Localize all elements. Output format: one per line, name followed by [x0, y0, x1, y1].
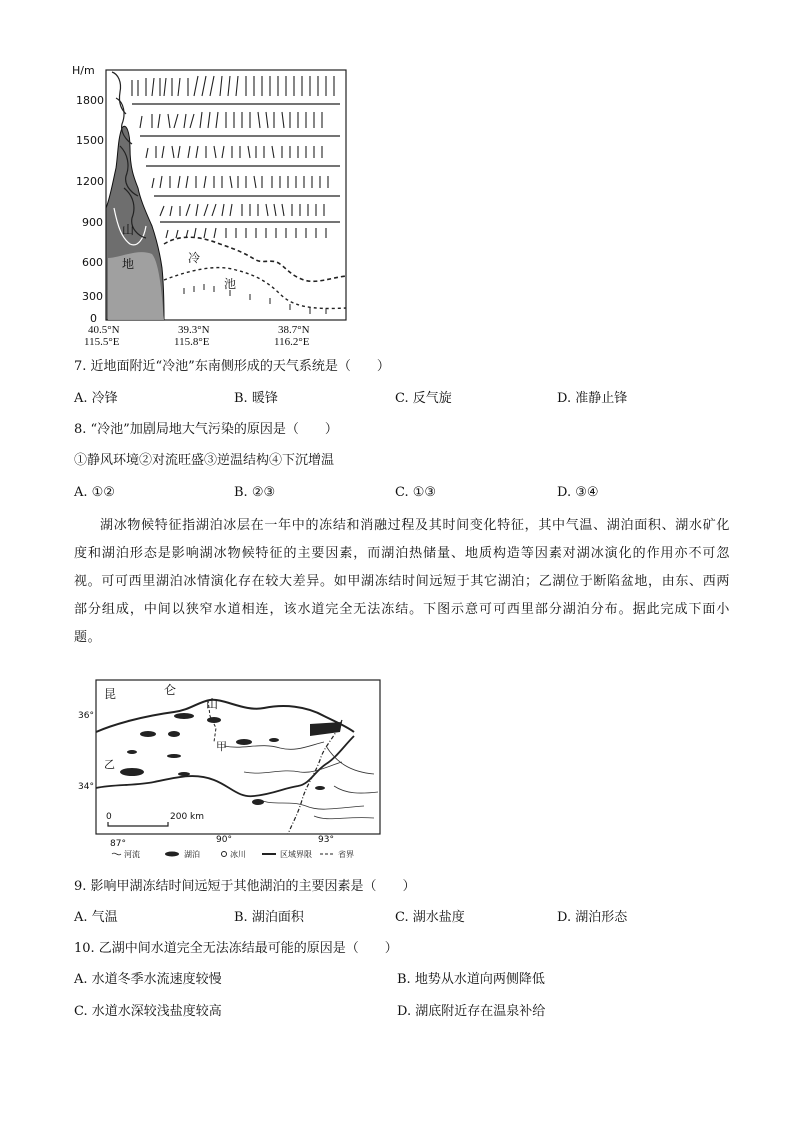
- y-axis-title: H/m: [72, 64, 95, 77]
- lake-map: [74, 676, 384, 862]
- map-legend: [112, 849, 354, 859]
- x-tick-lon: 115.8°E: [174, 336, 210, 348]
- y-tick: 600: [82, 256, 103, 269]
- mountain-char: 仑: [164, 683, 177, 697]
- cold-pool-label: 冷: [188, 251, 201, 265]
- reading-passage: 湖冰物候特征指湖泊冰层在一年中的冻结和消融过程及其时间变化特征，其中气温、湖泊面积、湖水矿化度和湖泊形态是影响湖冰物候特征的主要因素，而湖泊热储量、地质构造等因素对湖冰演化的作用亦不可忽视。可可西里湖泊冰情演化存在较大差异。如甲湖冻结时间远短于其它湖泊；乙湖位于断陷盆地，由东、西两部分组成，中间以狭窄水道相连，该水道完全无法冻结。下图示意可可西里部分湖泊分布。据此完成下面小题。: [74, 518, 730, 645]
- lon-label: 87°: [110, 839, 126, 849]
- mountain-char: 山: [206, 697, 219, 711]
- question-8-sub: ①静风环境②对流旺盛③逆温结构④下沉增温: [74, 453, 335, 468]
- question-8-stem: 8. “冷池”加剧局地大气污染的原因是（ ）: [74, 422, 338, 437]
- svg-text:省界: 省界: [338, 850, 354, 859]
- q8-option-d[interactable]: D. ③④: [557, 485, 599, 500]
- mountain-label: 地: [122, 257, 135, 271]
- q7-option-b[interactable]: B. 暖锋: [234, 391, 278, 406]
- q9-option-a[interactable]: A. 气温: [74, 910, 118, 925]
- y-tick: 0: [90, 312, 97, 325]
- q8-option-b[interactable]: B. ②③: [234, 485, 276, 500]
- q9-option-d[interactable]: D. 湖泊形态: [557, 910, 628, 925]
- y-ticks: [76, 94, 104, 325]
- q10-option-b[interactable]: B. 地势从水道向两侧降低: [397, 972, 545, 987]
- q7-option-a[interactable]: A. 冷锋: [74, 391, 118, 406]
- mountain-label: 山: [122, 223, 135, 237]
- lake-map-figure: [74, 676, 384, 862]
- cold-pool-diagram: [60, 58, 360, 348]
- lon-label: 90°: [216, 835, 232, 845]
- question-10-stem: 10. 乙湖中间水道完全无法冻结最可能的原因是（ ）: [74, 941, 398, 956]
- svg-text:河流: 河流: [124, 850, 140, 859]
- lake-jia-label: 甲: [216, 740, 227, 753]
- y-tick: 300: [82, 290, 103, 303]
- q7-option-c[interactable]: C. 反气旋: [395, 391, 452, 406]
- y-tick: 1500: [76, 134, 104, 147]
- x-tick-lon: 116.2°E: [274, 336, 310, 348]
- svg-text:200 km: 200 km: [170, 812, 205, 822]
- x-tick-lat: 40.5°N: [88, 324, 120, 336]
- cold-pool-label: 池: [224, 277, 237, 291]
- q10-option-d[interactable]: D. 湖底附近存在温泉补给: [397, 1004, 546, 1019]
- q8-option-c[interactable]: C. ①③: [395, 485, 437, 500]
- q9-option-c[interactable]: C. 湖水盐度: [395, 910, 465, 925]
- question-9-stem: 9. 影响甲湖冻结时间远短于其他湖泊的主要因素是（ ）: [74, 879, 416, 894]
- x-tick-lat: 39.3°N: [178, 324, 210, 336]
- q10-option-c[interactable]: C. 水道水深较浅盐度较高: [74, 1004, 222, 1019]
- scale-bar: [106, 812, 204, 826]
- svg-text:冰川: 冰川: [230, 850, 246, 859]
- question-7-stem: 7. 近地面附近“冷池”东南侧形成的天气系统是（ ）: [74, 359, 390, 374]
- x-tick-lat: 38.7°N: [278, 324, 310, 336]
- svg-text:0: 0: [106, 812, 112, 822]
- y-tick: 1800: [76, 94, 104, 107]
- lake-yi-label: 乙: [104, 758, 115, 771]
- q9-option-b[interactable]: B. 湖泊面积: [234, 910, 304, 925]
- q7-option-d[interactable]: D. 准静止锋: [557, 391, 628, 406]
- y-tick: 900: [82, 216, 103, 229]
- svg-text:湖泊: 湖泊: [184, 850, 200, 859]
- cold-pool-figure: [60, 58, 360, 348]
- q10-option-a[interactable]: A. 水道冬季水流速度较慢: [74, 972, 222, 987]
- y-tick: 1200: [76, 175, 104, 188]
- svg-text:区域界限: 区域界限: [280, 850, 312, 859]
- mountain-char: 昆: [104, 687, 117, 701]
- lat-label: 34°: [78, 782, 94, 792]
- lon-label: 93°: [318, 835, 334, 845]
- lat-label: 36°: [78, 711, 94, 721]
- q8-option-a[interactable]: A. ①②: [74, 485, 115, 500]
- x-tick-lon: 115.5°E: [84, 336, 120, 348]
- province-border: [288, 720, 342, 834]
